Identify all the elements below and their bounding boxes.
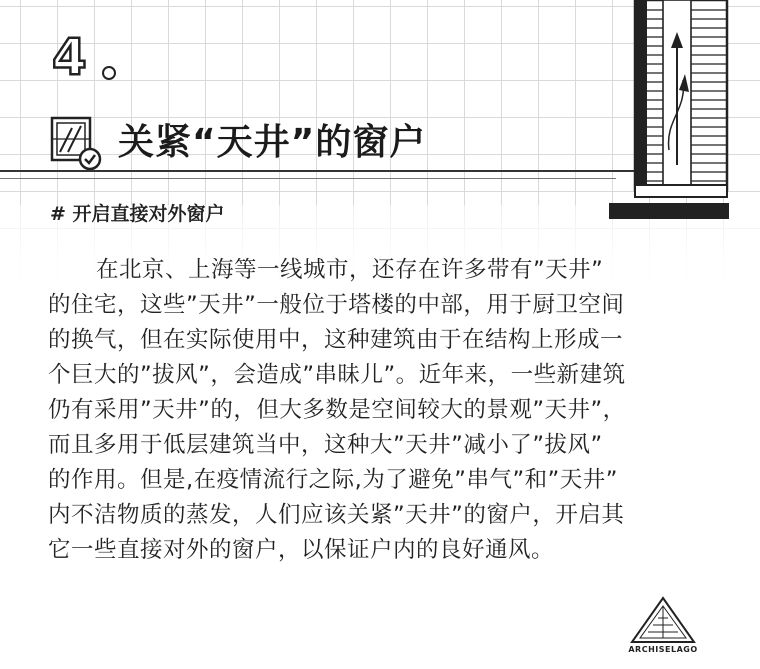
title-rule-thin (0, 178, 616, 179)
archiselago-logo (628, 596, 698, 646)
body-line: 的住宅，这些”天井”一般位于塔楼的中部，用于厨卫空间 (48, 292, 625, 318)
body-line: 仍有采用”天井”的，但大多数是空间较大的景观”天井”， (48, 397, 626, 423)
body-line: 在北京、上海等一线城市，还存在许多带有”天井” (96, 257, 604, 283)
section-number-dot (102, 66, 116, 80)
body-line: 的作用。但是,在疫情流行之际,为了避免”串气”和”天井” (48, 467, 618, 493)
body-line: 的换气，但在实际使用中，这种建筑由于在结构上形成一 (48, 327, 624, 353)
section-number: 4 (52, 28, 88, 86)
body-line: 它一些直接对外的窗户，以保证户内的良好通风。 (48, 537, 555, 563)
window-check-icon (48, 114, 106, 172)
building-illustration (605, 0, 735, 225)
title-rule (0, 170, 640, 172)
body-line: 内不洁物质的蒸发，人们应该关紧”天井”的窗户，开启其 (48, 502, 625, 528)
body-line: 而且多用于低层建筑当中，这种大”天井”减小了”拔风” (48, 432, 603, 458)
body-text (48, 253, 728, 568)
page-title: 关紧“天井”的窗户 (118, 122, 427, 163)
body-line: 个巨大的”拔风”，会造成”串昧儿”。近年来，一些新建筑 (48, 362, 626, 388)
subtitle: # 开启直接对外窗户 (50, 203, 225, 225)
logo-text: ARCHISELAGO (628, 645, 698, 654)
